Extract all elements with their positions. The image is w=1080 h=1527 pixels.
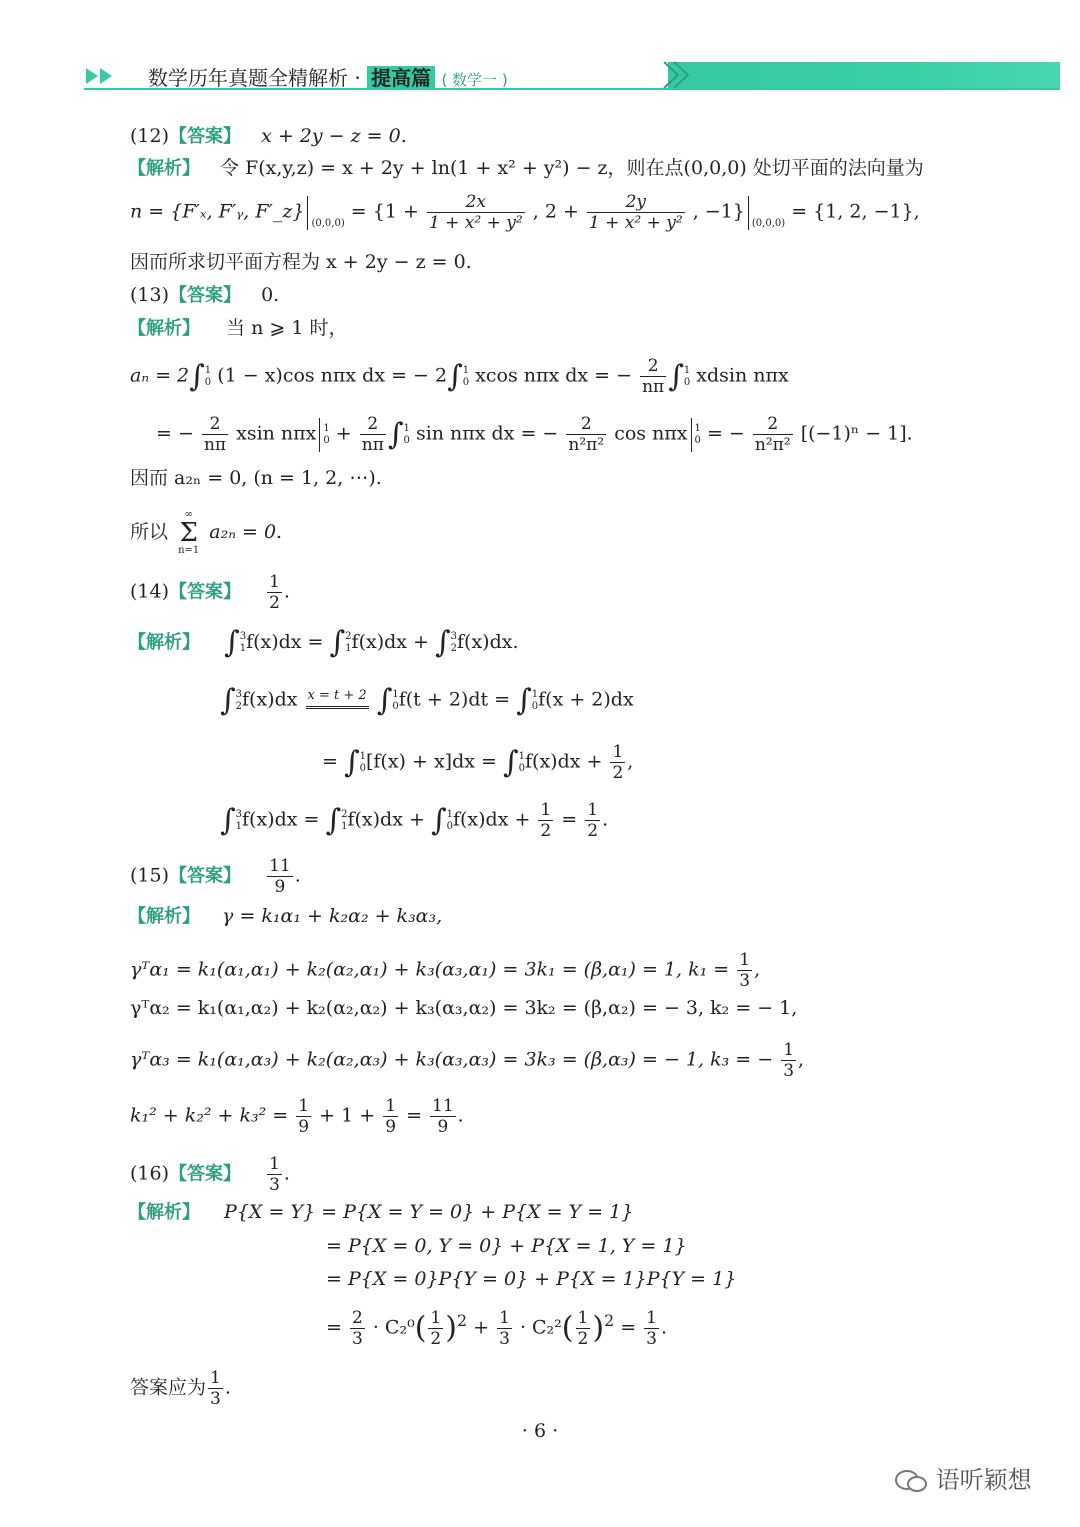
volume-subtitle: ( 数学一 )	[441, 71, 508, 89]
q14-answer-line: (14)【答案】 $\frac{1}{2}$ .	[130, 572, 290, 613]
q13-line3: 因而 a₂ₙ = 0, (n = 1, 2, ⋯).	[130, 467, 382, 489]
eval-bar	[307, 196, 308, 230]
page-number: · 6 ·	[521, 1420, 559, 1442]
fraction: $\frac{2}{n\pi}$	[642, 356, 665, 397]
analysis-tag: 【解析】	[128, 318, 200, 339]
answer-tag: 【答案】	[169, 1163, 242, 1185]
logo-text: 语听颖想	[935, 1466, 1032, 1494]
q16-answer-line: (16)【答案】 $\frac{1}{3}$ .	[130, 1154, 290, 1195]
q12-text: 令 F(x,y,z) = x + 2y + ln(1 + x² + y²) − z，则在点(0,0,0) 处切平面的法向量为	[220, 157, 924, 179]
q13-number: (13)	[130, 284, 170, 306]
q12-analysis-line	[128, 156, 924, 181]
q16-line4: = $\frac{2}{3}$ · C₂⁰( $\frac{1}{2}$ )$^2$ + $\frac{1}{3}$ · C₂²( $\frac{1}{2}$ )$^2$ = $\frac{1}{3}$ .	[326, 1308, 668, 1349]
q15-line5: k₁² + k₂² + k₃² = $\frac{1}{9}$ + 1 + $\frac{1}{9}$ = $\frac{11}{9}$ .	[130, 1096, 464, 1137]
volume-tag: 提高篇	[367, 66, 435, 90]
q12-conclusion: 因而所求切平面方程为 x + 2y − z = 0.	[130, 251, 472, 273]
fraction: $\frac{2x}{\text{1 + x² + y²}}$	[428, 192, 523, 233]
header-band	[668, 62, 1060, 88]
eval-bar	[748, 196, 749, 230]
answer-tag: 【答案】	[169, 865, 242, 887]
q13-analysis-line	[128, 316, 347, 341]
q12-eq-c: , −1}	[692, 200, 745, 223]
answer-tag: 【答案】	[169, 126, 242, 147]
q15-answer-line: (15)【答案】 $\frac{11}{9}$ .	[130, 856, 301, 897]
analysis-tag: 【解析】	[128, 158, 200, 179]
q16-line3: = P{X = 0}P{Y = 0} + P{X = 1}P{Y = 1}	[326, 1268, 737, 1290]
q12-eq-d: = {1, 2, −1},	[791, 200, 920, 223]
q16-final: 答案应为 $\frac{1}{3}$ .	[130, 1368, 231, 1409]
header-title	[148, 62, 508, 91]
q12-answer: x + 2y − z = 0.	[261, 125, 407, 147]
q13-line4: 所以 ∞ Σ n=1 a₂ₙ = 0.	[130, 509, 283, 556]
q15-analysis-line: 【解析】 γ = k₁α₁ + k₂α₂ + k₃α₃,	[128, 905, 443, 927]
q13-line2: = − $\frac{2}{n\pi}$ xsin nπx 1 0 + $\frac{2}{n\pi}$ ∫1 0 sin nπx dx = − $\frac{2}{\text{n²π²}}$ cos nπx 1 0 = − $\frac{2}{\text{n²π²}}$ [(−1)ⁿ − 1].	[156, 414, 913, 455]
q13-answer-line	[130, 283, 279, 308]
eval-point: (0,0,0)	[311, 217, 345, 229]
answer-tag: 【答案】	[169, 285, 242, 306]
wechat-icon	[894, 1468, 928, 1494]
analysis-tag: 【解析】	[128, 1202, 200, 1223]
q15-line2: γᵀα₁ = k₁(α₁,α₁) + k₂(α₂,α₁) + k₃(α₃,α₁) = 3k₁ = (β,α₁) = 1, k₁ = $\frac{1}{3}$ ,	[130, 950, 761, 991]
q15-line3: γᵀα₂ = k₁(α₁,α₂) + k₂(α₂,α₂) + k₃(α₃,α₂) = 3k₂ = (β,α₂) = − 3, k₂ = − 1,	[130, 997, 798, 1019]
q12-number: (12)	[130, 125, 170, 147]
q14-row1: 【解析】 ∫3 1f(x)dx = ∫2 1f(x)dx + ∫3 2f(x)dx.	[128, 625, 519, 660]
q12-eq-lhs: n = {F′ₓ, F′ᵧ, F′_z}	[130, 200, 305, 223]
q14-row3: = ∫1 0[f(x) + x]dx = ∫1 0f(x)dx + $\frac{1}{2}$ ,	[322, 742, 634, 783]
q12-answer-line	[130, 124, 407, 149]
q12-eq-b: , 2 +	[532, 200, 579, 223]
q16-line2: = P{X = 0, Y = 0} + P{X = 1, Y = 1}	[326, 1235, 687, 1257]
q14-row2: ∫3 2f(x)dx x = t + 2 ∫1 0f(t + 2)dt = ∫1 0f(x + 2)dx	[220, 682, 634, 718]
eval-point: (0,0,0)	[751, 217, 786, 229]
q13-line1: aₙ = 2∫1 0 (1 − x)cos nπx dx = − 2∫1 0 xcos nπx dx = − $\frac{2}{n\pi}$ ∫1 0 xdsin nπx	[130, 356, 789, 397]
double-arrow-icon	[86, 66, 122, 86]
q13-answer: 0.	[261, 284, 280, 306]
analysis-tag: 【解析】	[128, 632, 200, 653]
fraction: $\frac{2y}{\text{1 + x² + y²}}$	[588, 192, 683, 233]
q15-line4: γᵀα₃ = k₁(α₁,α₃) + k₂(α₂,α₃) + k₃(α₃,α₃) = 3k₃ = (β,α₃) = − 1, k₃ = − $\frac{1}{3}$ ,	[130, 1040, 805, 1081]
book-title: 数学历年真题全精解析 ·	[148, 66, 361, 90]
q12-eq-a: = {1 +	[350, 200, 419, 223]
page-header	[0, 0, 1080, 110]
chevron-right-icon	[660, 60, 700, 90]
q14-row4: ∫3 1f(x)dx = ∫2 1f(x)dx + ∫1 0f(x)dx + $\frac{1}{2}$ = $\frac{1}{2}$ .	[220, 800, 609, 841]
answer-tag: 【答案】	[169, 581, 242, 603]
q12-normal-vector	[130, 192, 920, 233]
analysis-tag: 【解析】	[128, 906, 200, 927]
wechat-logo	[894, 1460, 1032, 1495]
q16-analysis-line: 【解析】 P{X = Y} = P{X = Y = 0} + P{X = Y = 1}	[128, 1201, 634, 1223]
q13-condition: 当 n ⩾ 1 时，	[226, 317, 348, 339]
